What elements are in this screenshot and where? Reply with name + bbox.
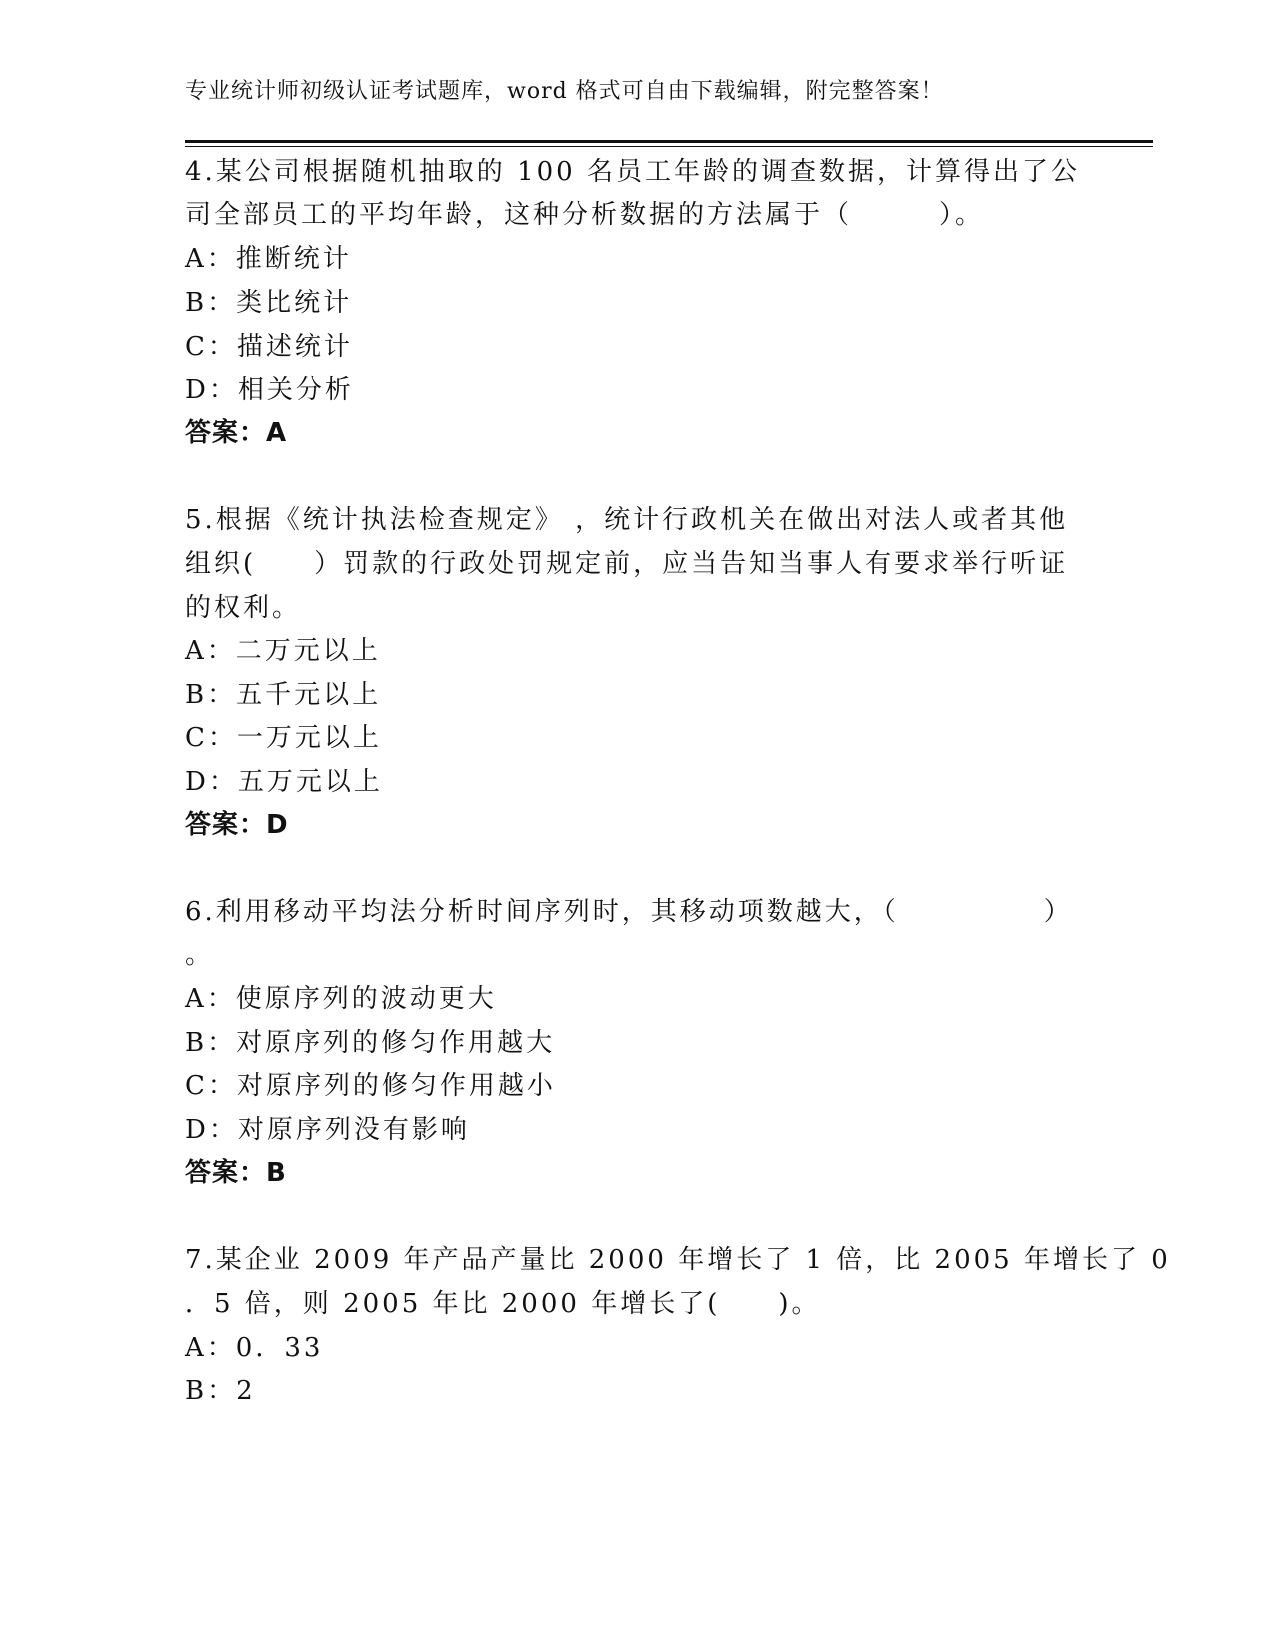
question-7-option-b: B：2 [185, 1376, 256, 1406]
question-5-stem-line-3: 的权利。 [185, 593, 302, 623]
question-6-stem-line-2: 。 [185, 940, 215, 970]
question-4-stem-line-2: 司全部员工的平均年龄，这种分析数据的方法属于（ ）。 [185, 200, 985, 230]
question-7-stem-line-1: 7.某企业 2009 年产品产量比 2000 年增长了 1 倍，比 2005 年增长了 0 [185, 1245, 1171, 1275]
question-6-option-b: B：对原序列的修匀作用越大 [185, 1028, 556, 1058]
question-5-stem-line-2: 组织( ）罚款的行政处罚规定前，应当告知当事人有要求举行听证 [185, 549, 1069, 579]
question-4-option-d: D：相关分析 [185, 375, 354, 405]
document-header: 专业统计师初级认证考试题库，word 格式可自由下载编辑，附完整答案！ [185, 79, 944, 104]
question-5-stem-line-1: 5.根据《统计执法检查规定》 ，统计行政机关在做出对法人或者其他 [185, 505, 1069, 535]
question-7-option-a: A：0．33 [185, 1333, 324, 1363]
header-rule-thin [185, 146, 1153, 147]
question-7-stem-line-2: ．5 倍，则 2005 年比 2000 年增长了( )。 [185, 1289, 821, 1319]
question-4-option-b: B：类比统计 [185, 288, 353, 318]
question-6-stem-line-1: 6.利用移动平均法分析时间序列时，其移动项数越大，（ ） [185, 897, 1073, 927]
question-4-answer: 答案：A [185, 418, 288, 448]
question-5-option-c: C：一万元以上 [185, 723, 382, 753]
question-4-option-c: C：描述统计 [185, 332, 353, 362]
question-5-option-d: D：五万元以上 [185, 767, 383, 797]
question-6-option-c: C：对原序列的修匀作用越小 [185, 1071, 556, 1101]
question-6-answer: 答案：B [185, 1158, 287, 1188]
question-5-option-a: A：二万元以上 [185, 636, 381, 666]
question-4-option-a: A：推断统计 [185, 244, 352, 274]
question-6-option-a: A：使原序列的波动更大 [185, 984, 497, 1014]
question-4-stem-line-1: 4.某公司根据随机抽取的 100 名员工年龄的调查数据，计算得出了公 [185, 157, 1080, 187]
question-6-option-d: D：对原序列没有影响 [185, 1115, 470, 1145]
header-rule-thick [185, 140, 1153, 143]
question-5-answer: 答案：D [185, 810, 289, 840]
question-5-option-b: B：五千元以上 [185, 680, 382, 710]
